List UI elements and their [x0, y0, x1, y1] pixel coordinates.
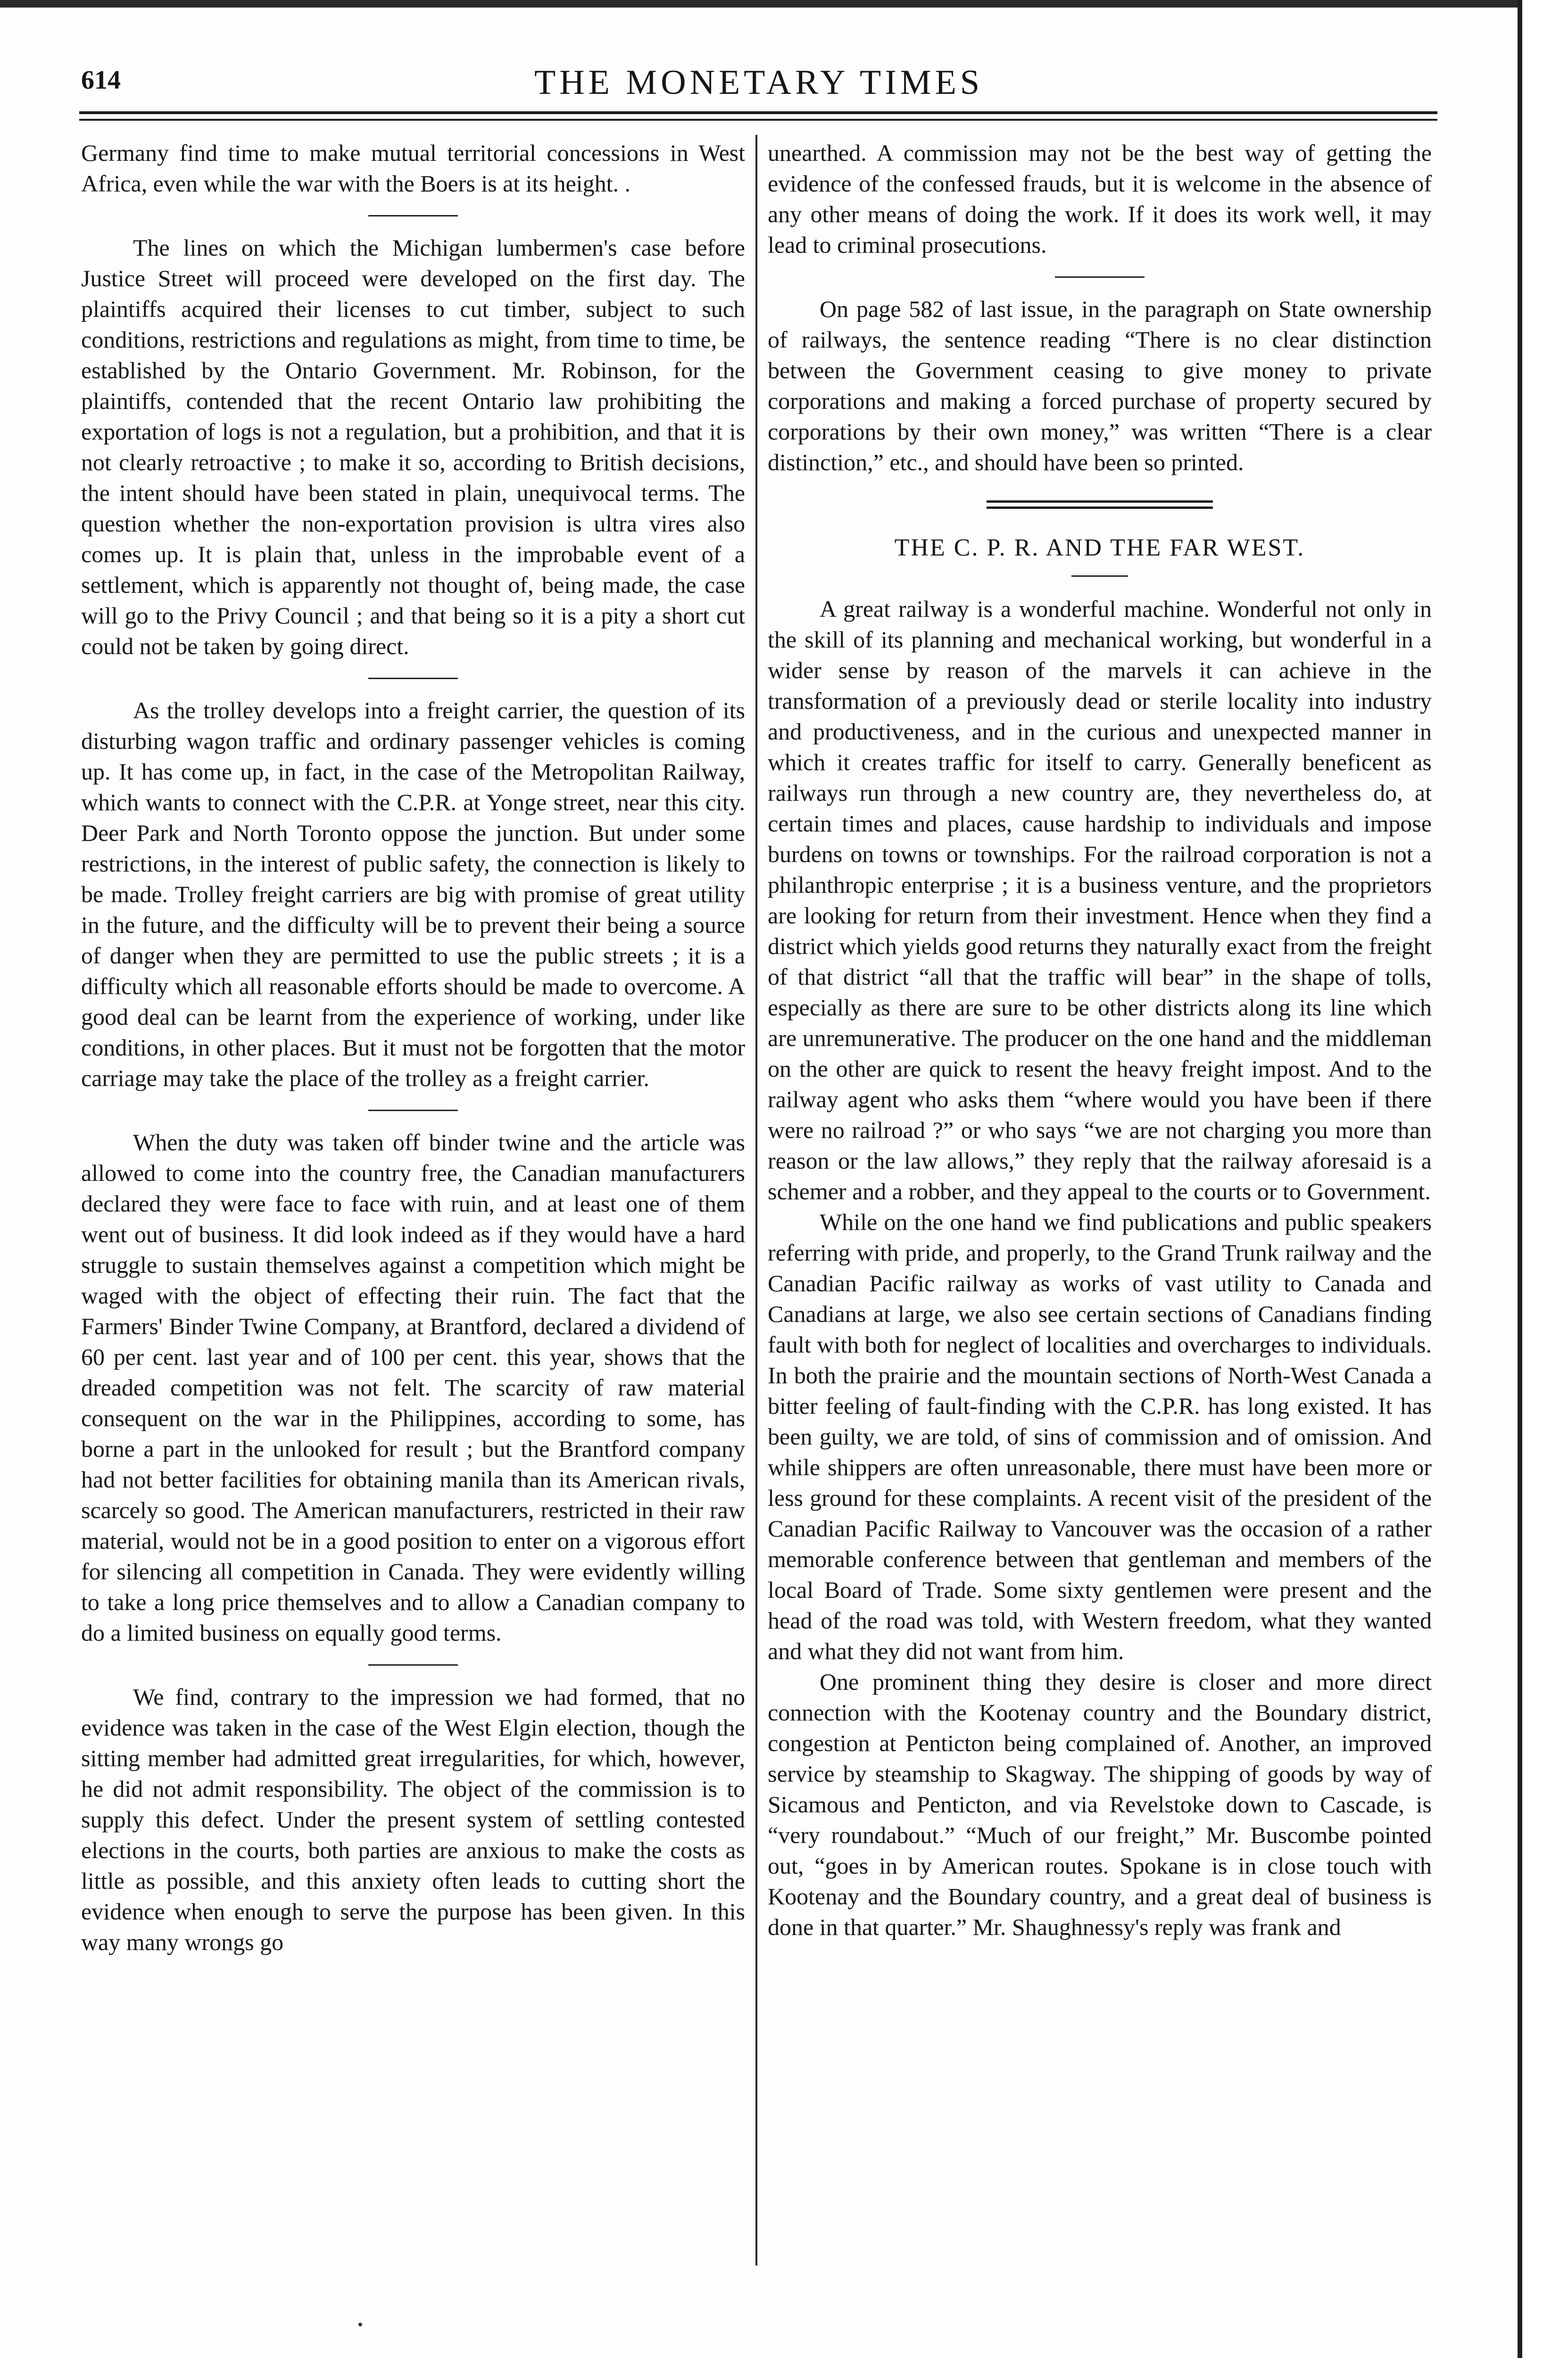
running-head: THE MONETARY TIMES: [534, 63, 984, 102]
article-paragraph: A great railway is a wonderful machine. Wonderful not only in the skill of its planning and mechanical working, but wonderful in a wider sense by reason of the marvels it can achieve in the transformation of a previously dead or sterile locality into industry and productiveness, and in the curious and unexpected manner in which it creates traffic for itself to carry. Generally beneficent as railways run through a new country are, they nevertheless do, at certain times and places, cause hardship to individuals and impose burdens on towns or townships. For the railroad corporation is not a philanthropic enterprise ; it is a business venture, and the proprietors are looking for return from their investment. Hence when they find a district which yields good returns they naturally exact from the freight of that district “all that the traffic will bear” in the shape of tolls, especially as there are sure to be other districts along its line which are unremunerative. The producer on the one hand and the middleman on the other are quick to resent the heavy freight impost. And to the railway agent who asks them “where would you have been if there were no railroad ?” or who says “we are not charging you more than reason or the law allows,” they reply that the railway aforesaid is a schemer and a robber, and they appeal to the courts or to Government.: [768, 596, 1432, 1204]
paragraph-continued: Germany find time to make mutual territorial concessions in West Africa, even while the war with the Boers is at its height. .: [81, 140, 745, 197]
paragraph-trolley-freight: As the trolley develops into a freight carrier, the question of its disturbing wagon traffic and ordinary passenger vehicles is coming up. It has come up, in fact, in the case of the Metropolitan Railway, which wants to connect with the C.P.R. at Yonge street, near this city. Deer Park and North Toronto oppose the junction. But under some restrictions, in the interest of public safety, the connection is likely to be made. Trolley freight carriers are big with promise of great utility in the future, and the difficulty will be to prevent their being a source of danger when they are permitted to use the public streets ; it is a difficulty which all reasonable efforts should be made to overcome. A good deal can be learnt from the experience of working, under like conditions, in other places. But it must not be forgotten that the motor carriage may take the place of the trolley as a freight carrier.: [81, 697, 745, 1091]
column-rule: [755, 135, 757, 2266]
paragraph-west-elgin: We find, contrary to the impression we had formed, that no evidence was taken in the case of the West Elgin election, though the sitting member had admitted great irregularities, for which, however, he did not admit responsibility. The object of the commission is to supply this defect. Under the present system of settling contested elections in the courts, both parties are anxious to make the costs as little as possible, and this anxiety often leads to cutting short the evidence when enough to serve the purpose has been given. In this way many wrongs go: [81, 1684, 745, 1955]
header-rule: [79, 111, 1437, 114]
section-separator: [368, 215, 458, 216]
paragraph-continued: unearthed. A commission may not be the best way of getting the evidence of the confessed frauds, but it is welcome in the absence of any other means of doing the work. If it does its work well, it may lead to criminal prosecutions.: [768, 140, 1432, 258]
paragraph-lumbermen-case: The lines on which the Michigan lumbermen's case before Justice Street will proceed were developed on the first day. The plaintiffs acquired their licenses to cut timber, subject to such conditions, restrictions and regulations as might, from time to time, be established by the Ontario Government. Mr. Robinson, for the plaintiffs, contended that the recent Ontario law prohibiting the exportation of logs is not a regulation, but a prohibition, and that it is not clearly retroactive ; to make it so, according to British decisions, the intent should have been stated in plain, unequivocal terms. The question whether the non-exportation provision is ultra vires also comes up. It is plain that, unless in the improbable event of a settlement, which is apparently not thought of, being made, the case will go to the Privy Council ; and that being so it is a pity a short cut could not be taken by going direct.: [81, 234, 745, 659]
article-divider: [987, 500, 1213, 509]
printing-speck: [358, 2323, 362, 2326]
page-number: 614: [81, 66, 121, 95]
article-paragraph: While on the one hand we find publications and public speakers referring with pride, and properly, to the Grand Trunk railway and the Canadian Pacific railway as works of vast utility to Canada and Canadians at large, we also see certain sections of Canadians finding fault with both for neglect of localities and overcharges to individuals. In both the prairie and the mountain sections of North-West Canada a bitter feeling of fault-finding with the C.P.R. has long existed. It has been guilty, we are told, of sins of commission and of omission. And while shippers are often unreasonable, there must have been more or less ground for these complaints. A recent visit of the president of the Canadian Pacific Railway to Vancouver was the occasion of a rather memorable conference between that gentleman and members of the local Board of Trade. Some sixty gentlemen were present and the head of the road was told, with Western freedom, what they wanted and what they did not want from him.: [768, 1209, 1432, 1664]
title-underline: [1071, 575, 1128, 577]
section-separator: [368, 678, 458, 679]
paragraph-binder-twine: When the duty was taken off binder twine and the article was allowed to come into the country free, the Canadian manufacturers declared they were face to face with ruin, and at least one of them went out of business. It did look indeed as if they would have a hard struggle to sustain themselves against a competition which might be waged with the object of effecting their ruin. The fact that the Farmers' Binder Twine Company, at Brantford, declared a dividend of 60 per cent. last year and of 100 per cent. this year, shows that the dreaded competition was not felt. The scarcity of raw material consequent on the war in the Philippines, according to some, has borne a part in the unlooked for result ; but the Brantford company had not better facilities for obtaining manila than its American rivals, scarcely so good. The American manufacturers, restricted in their raw material, would not be in a good position to enter on a vigorous effort for silencing all competition in Canada. They were evidently willing to take a long price themselves and to allow a Canadian company to do a limited business on equally good terms.: [81, 1129, 745, 1646]
article-paragraph: One prominent thing they desire is closer and more direct connection with the Kootenay country and the Boundary district, congestion at Penticton being complained of. Another, an improved service by steamship to Skagway. The shipping of goods by way of Sicamous and Penticton, and via Revelstoke down to Cascade, is “very roundabout.” “Much of our freight,” Mr. Buscombe pointed out, “goes in by American routes. Spokane is in close touch with Kootenay and the Boundary country, and a great deal of business is done in that quarter.” Mr. Shaughnessy's reply was frank and: [768, 1669, 1432, 1940]
section-separator: [368, 1664, 458, 1666]
section-separator: [1055, 276, 1145, 278]
page-top-edge: [0, 0, 1568, 8]
right-column: [768, 138, 1432, 1943]
page-binding-edge: [1518, 0, 1568, 2358]
paragraph-correction: On page 582 of last issue, in the paragraph on State ownership of railways, the sentence reading “There is no clear distinction between the Government ceasing to give money to private corporations and making a forced purchase of property secured by corporations by their own money,” was written “There is a clear distinction,” etc., and should have been so printed.: [768, 296, 1432, 475]
header-rule-thin: [79, 119, 1437, 121]
article-title: THE C. P. R. AND THE FAR WEST.: [894, 534, 1305, 561]
left-column: [81, 138, 745, 1958]
section-separator: [368, 1110, 458, 1111]
